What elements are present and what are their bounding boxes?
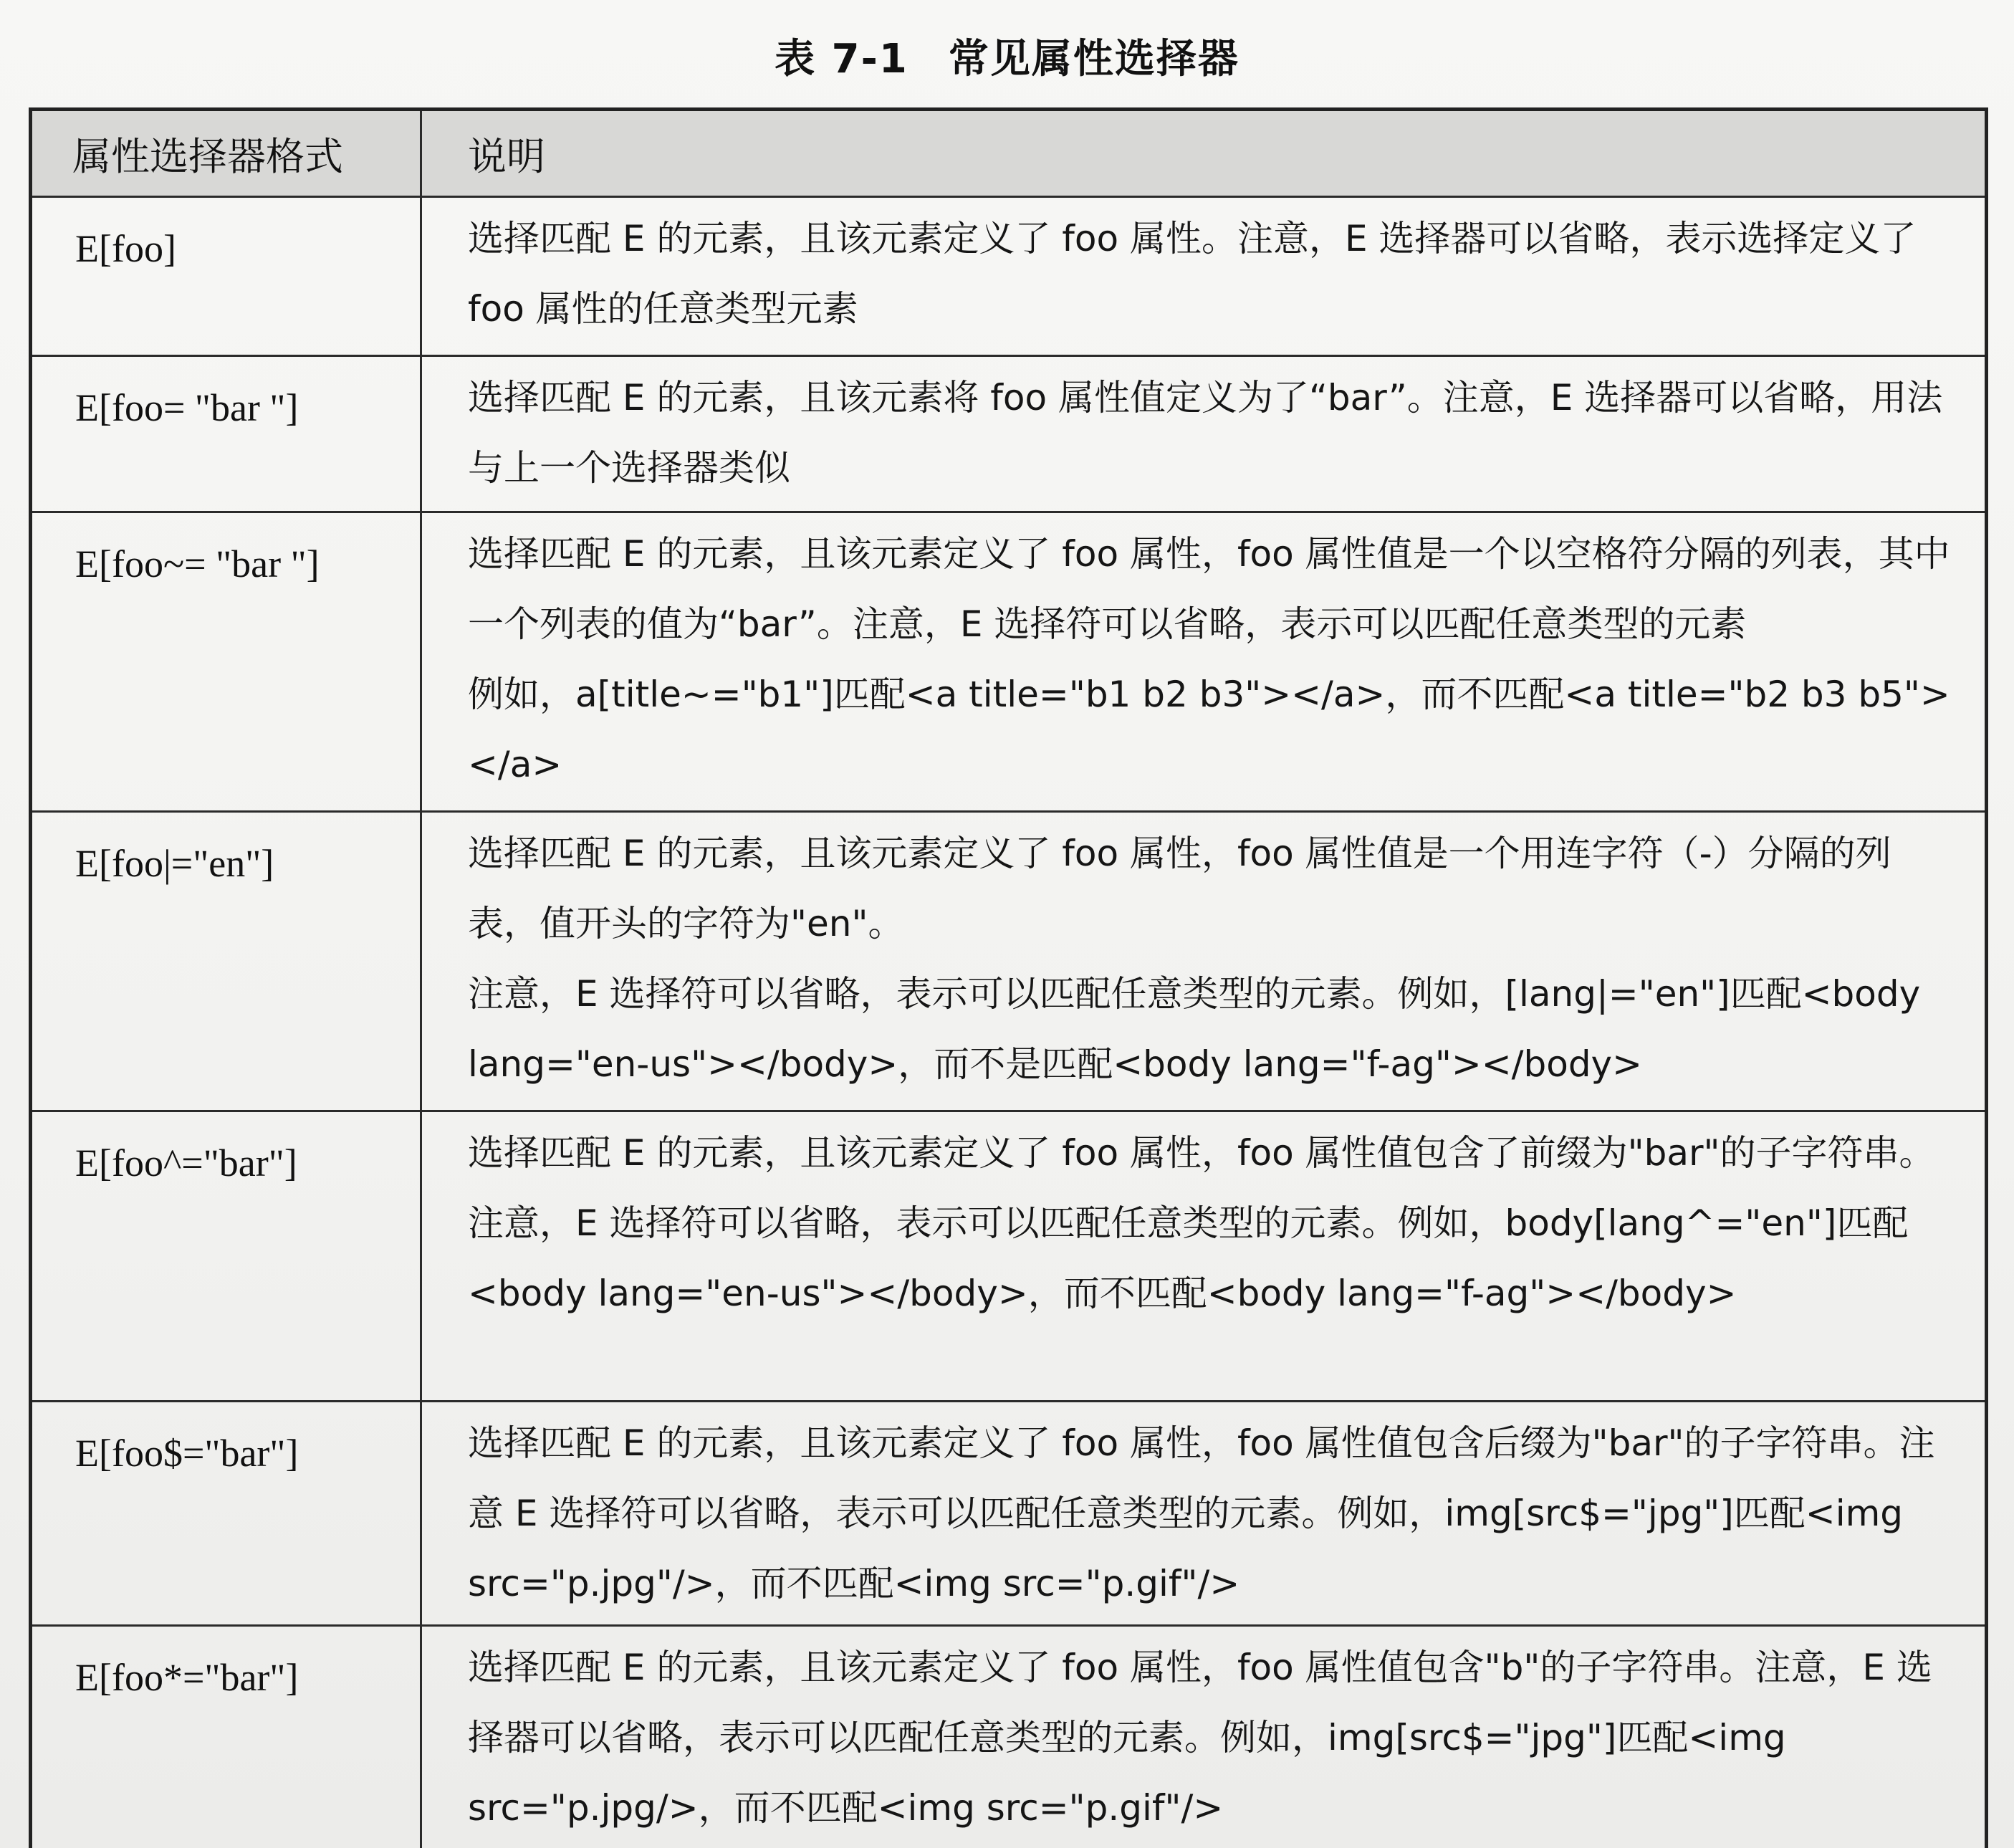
selector-format: E[foo= "bar "] [31, 356, 421, 512]
selector-description [421, 812, 1987, 1111]
description-example: 例如，a[title~="b1"]匹配<a title="b1 b2 b3"></a>，而不匹配<a title="b2 b3 b5"></a> [468, 674, 1950, 785]
selector-description [421, 1626, 1987, 1848]
table-header-row [31, 110, 1987, 197]
table-row [31, 1402, 1987, 1626]
table-row [31, 1626, 1987, 1848]
description-paragraph: 选择匹配 E 的元素，且该元素定义了 foo 属性，foo 属性值是一个用连字符（-）分隔的列表，值开头的字符为"en"。 [468, 833, 1891, 944]
selector-format: E[foo] [31, 197, 421, 356]
selector-description [421, 1402, 1987, 1626]
description-paragraph: 选择匹配 E 的元素，且该元素定义了 foo 属性。注意，E 选择器可以省略，表示选择定义了 foo 属性的任意类型元素 [468, 218, 1917, 330]
selector-format: E[foo$="bar"] [31, 1402, 421, 1626]
selector-description [421, 197, 1987, 356]
table-number: 表 7-1 [775, 36, 908, 82]
table-row [31, 197, 1987, 356]
table-row [31, 812, 1987, 1111]
table-row [31, 356, 1987, 512]
attribute-selector-table [29, 107, 1988, 1848]
table-row [31, 512, 1987, 812]
description-note: 注意，E 选择符可以省略，表示可以匹配任意类型的元素。例如，[lang|="en"]匹配<body lang="en-us"></body>，而不是匹配<body lang="f-ag"></body> [468, 973, 1921, 1085]
description-paragraph: 选择匹配 E 的元素，且该元素定义了 foo 属性，foo 属性值包含后缀为"bar"的子字符串。注意 E 选择符可以省略，表示可以匹配任意类型的元素。例如，img[src$="jpg"]匹配<img src="p.jpg"/>，而不匹配<img src="p.gif"/> [468, 1422, 1935, 1604]
description-paragraph: 选择匹配 E 的元素，且该元素定义了 foo 属性，foo 属性值是一个以空格符分隔的列表，其中一个列表的值为“bar”。注意，E 选择符可以省略，表示可以匹配任意类型的元素 [468, 533, 1950, 645]
selector-description [421, 356, 1987, 512]
table-row [31, 1111, 1987, 1402]
table-title: 常见属性选择器 [948, 36, 1239, 82]
header-format: 属性选择器格式 [31, 110, 421, 197]
description-paragraph: 选择匹配 E 的元素，且该元素定义了 foo 属性，foo 属性值包含了前缀为"bar"的子字符串。注意，E 选择符可以省略，表示可以匹配任意类型的元素。例如，body[lang^="en"]匹配<body lang="en-us"></body>，而不匹配<body lang="f-ag"></body> [468, 1132, 1935, 1314]
selector-format: E[foo*="bar"] [31, 1626, 421, 1848]
description-paragraph: 选择匹配 E 的元素，且该元素定义了 foo 属性，foo 属性值包含"b"的子字符串。注意，E 选择器可以省略，表示可以匹配任意类型的元素。例如，img[src$="jpg"]匹配<img src="p.jpg/>，而不匹配<img src="p.gif"/> [468, 1647, 1932, 1829]
description-paragraph: 选择匹配 E 的元素，且该元素将 foo 属性值定义为了“bar”。注意，E 选择器可以省略，用法与上一个选择器类似 [468, 377, 1943, 489]
selector-format: E[foo~= "bar "] [31, 512, 421, 812]
table-caption [0, 27, 2014, 85]
selector-format: E[foo^="bar"] [31, 1111, 421, 1402]
selector-format: E[foo|="en"] [31, 812, 421, 1111]
selector-description [421, 512, 1987, 812]
selector-description [421, 1111, 1987, 1402]
header-description: 说明 [421, 110, 1987, 197]
